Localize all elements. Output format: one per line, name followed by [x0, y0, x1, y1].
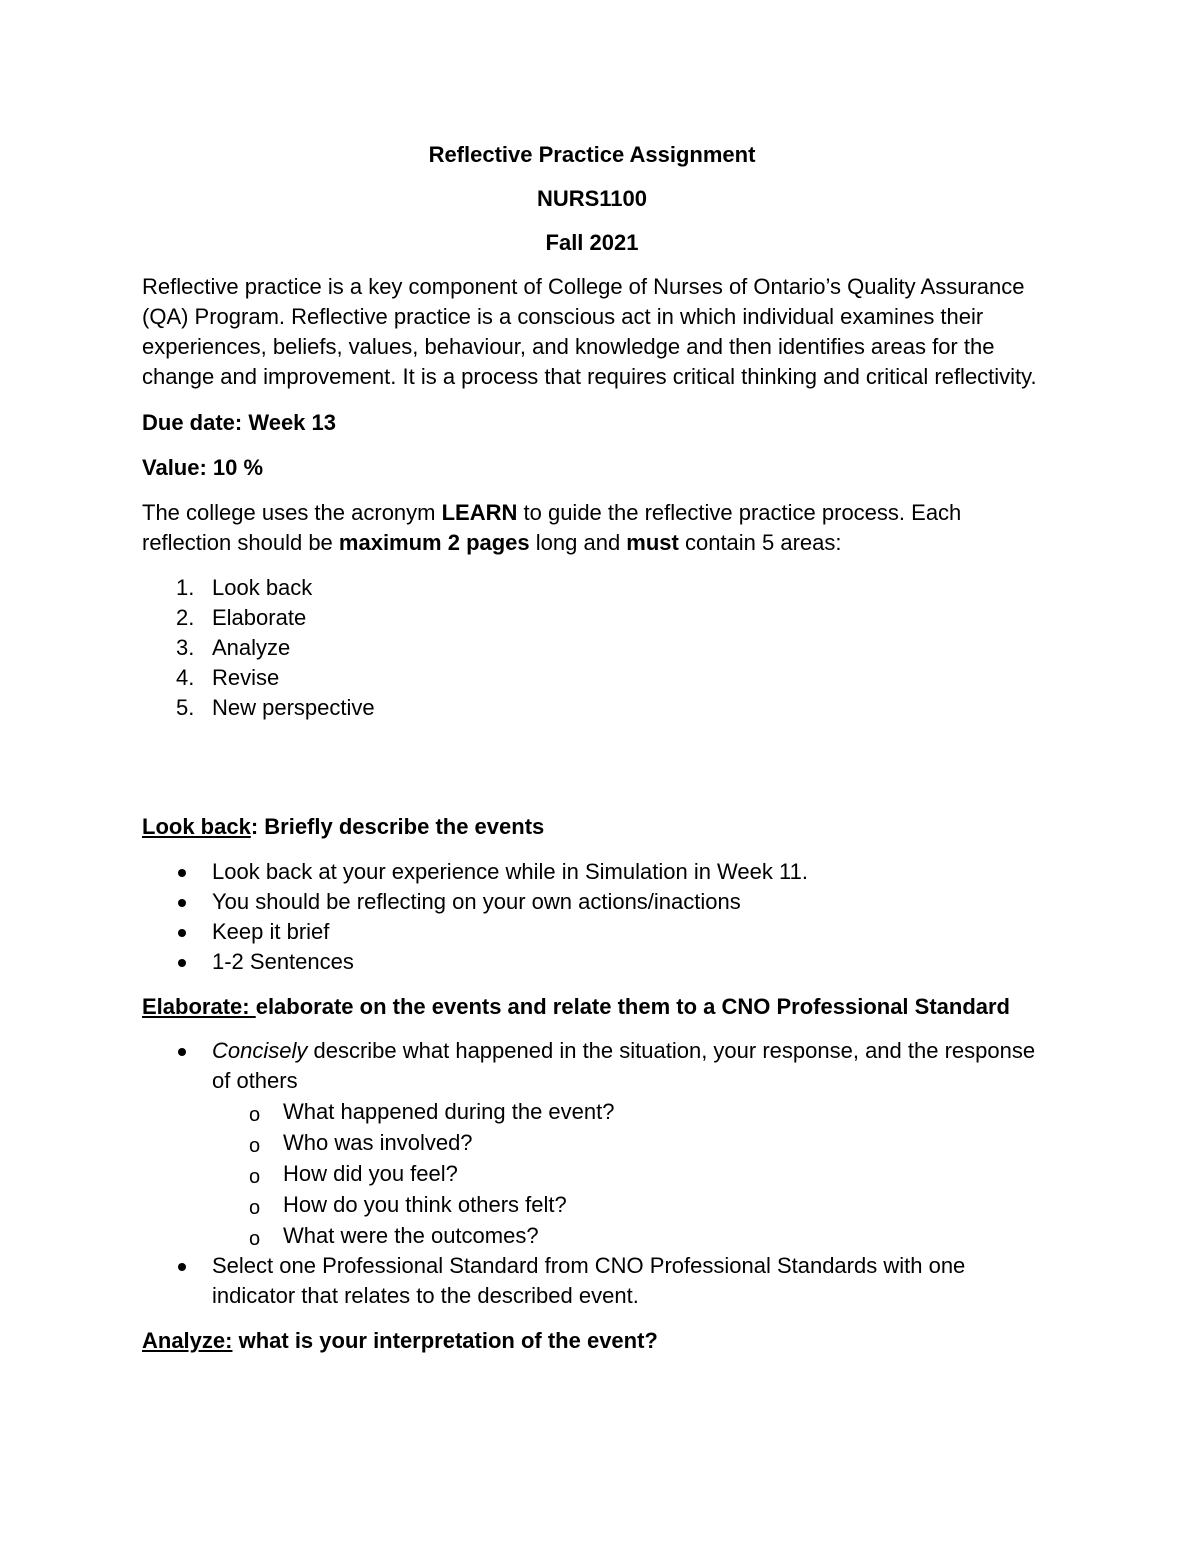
look-back-heading-rest: : Briefly describe the events: [250, 814, 545, 839]
bullet-icon: [178, 1263, 186, 1271]
blank-space: [142, 723, 1042, 812]
list-item: [142, 1036, 1042, 1251]
bullet-icon: [178, 1048, 186, 1056]
bullet-text-italic: Concisely: [212, 1038, 308, 1063]
bullet-text: describe what happened in the situation, your response, and the response of others: [212, 1038, 1036, 1093]
list-item-label: Look back: [212, 575, 313, 600]
list-item-label: Revise: [212, 665, 280, 690]
bullet-icon: [178, 959, 186, 967]
term: Fall 2021: [545, 230, 639, 255]
list-item: [142, 857, 1042, 887]
bullet-icon: [178, 929, 186, 937]
bullet-text: You should be reflecting on your own actions/inactions: [212, 889, 741, 914]
circle-bullet-icon: o: [249, 1166, 261, 1188]
learn-acronym: LEARN: [441, 500, 518, 525]
list-number: 1.: [176, 575, 195, 600]
list-item-label: Elaborate: [212, 605, 307, 630]
sub-item-text: How do you think others felt?: [283, 1192, 567, 1217]
document-title: Reflective Practice Assignment: [428, 142, 756, 167]
sub-item-text: What happened during the event?: [283, 1099, 615, 1124]
elaborate-bullets: [142, 1036, 1042, 1311]
learn-text-4: contain 5 areas:: [678, 530, 842, 555]
list-item: [142, 947, 1042, 977]
due-date: Due date: Week 13: [142, 410, 337, 435]
learn-areas-list: [142, 573, 1042, 723]
elaborate-heading: [142, 992, 1042, 1022]
list-item: [142, 573, 1042, 603]
bullet-text: Look back at your experience while in Simulation in Week 11.: [212, 859, 808, 884]
bullet-text: Select one Professional Standard from CNO Professional Standards with one indicator that relates to the described event.: [212, 1253, 966, 1308]
sub-list-item: [212, 1220, 1042, 1251]
sub-list-item: [212, 1189, 1042, 1220]
look-back-heading: [142, 812, 1042, 842]
sub-item-text: What were the outcomes?: [283, 1223, 539, 1248]
list-number: 3.: [176, 635, 195, 660]
sub-item-text: Who was involved?: [283, 1130, 473, 1155]
circle-bullet-icon: o: [249, 1197, 261, 1219]
list-item: [142, 693, 1042, 723]
learn-text-1: The college uses the acronym: [142, 500, 442, 525]
circle-bullet-icon: o: [249, 1135, 261, 1157]
document-page: [142, 140, 1042, 1371]
list-number: 5.: [176, 695, 195, 720]
bullet-text: Keep it brief: [212, 919, 330, 944]
analyze-heading-rest: what is your interpretation of the event?: [232, 1328, 658, 1353]
list-item: [142, 663, 1042, 693]
analyze-heading: [142, 1326, 1042, 1356]
list-item: [142, 1251, 1042, 1311]
list-item-label: Analyze: [212, 635, 291, 660]
bullet-icon: [178, 869, 186, 877]
bullet-icon: [178, 899, 186, 907]
learn-text-2: to guide the reflective practice process. Each reflection should be: [142, 500, 962, 555]
learn-text-3: long and: [529, 530, 627, 555]
course-code: NURS1100: [536, 186, 648, 211]
elaborate-heading-underlined: Elaborate:: [142, 994, 256, 1019]
list-item: [142, 917, 1042, 947]
list-item: [142, 633, 1042, 663]
list-item-label: New perspective: [212, 695, 375, 720]
list-item: [142, 887, 1042, 917]
sub-list-item: [212, 1096, 1042, 1127]
list-number: 4.: [176, 665, 195, 690]
analyze-heading-underlined: Analyze:: [142, 1328, 233, 1353]
list-number: 2.: [176, 605, 195, 630]
learn-page-limit: maximum 2 pages: [338, 530, 530, 555]
list-item: [142, 603, 1042, 633]
circle-bullet-icon: o: [249, 1104, 261, 1126]
elaborate-heading-rest: elaborate on the events and relate them to a CNO Professional Standard: [255, 994, 1010, 1019]
bullet-text: 1-2 Sentences: [212, 949, 354, 974]
learn-must: must: [626, 530, 679, 555]
sub-list-item: [212, 1158, 1042, 1189]
look-back-heading-underlined: Look back: [142, 814, 251, 839]
assignment-value: Value: 10 %: [142, 455, 264, 480]
elaborate-sub-list: [212, 1096, 1042, 1251]
sub-item-text: How did you feel?: [283, 1161, 458, 1186]
sub-list-item: [212, 1127, 1042, 1158]
learn-paragraph: [142, 498, 1042, 558]
circle-bullet-icon: o: [249, 1228, 261, 1250]
look-back-bullets: [142, 857, 1042, 977]
intro-paragraph: Reflective practice is a key component of College of Nurses of Ontario’s Quality Assurance (QA) Program. Reflective practice is a conscious act in which individual examines their experiences, beliefs, values, behaviour, and knowledge and then identifies areas for the change and improvement. It is a process that requires critical thinking and critical reflectivity.: [142, 274, 1037, 389]
